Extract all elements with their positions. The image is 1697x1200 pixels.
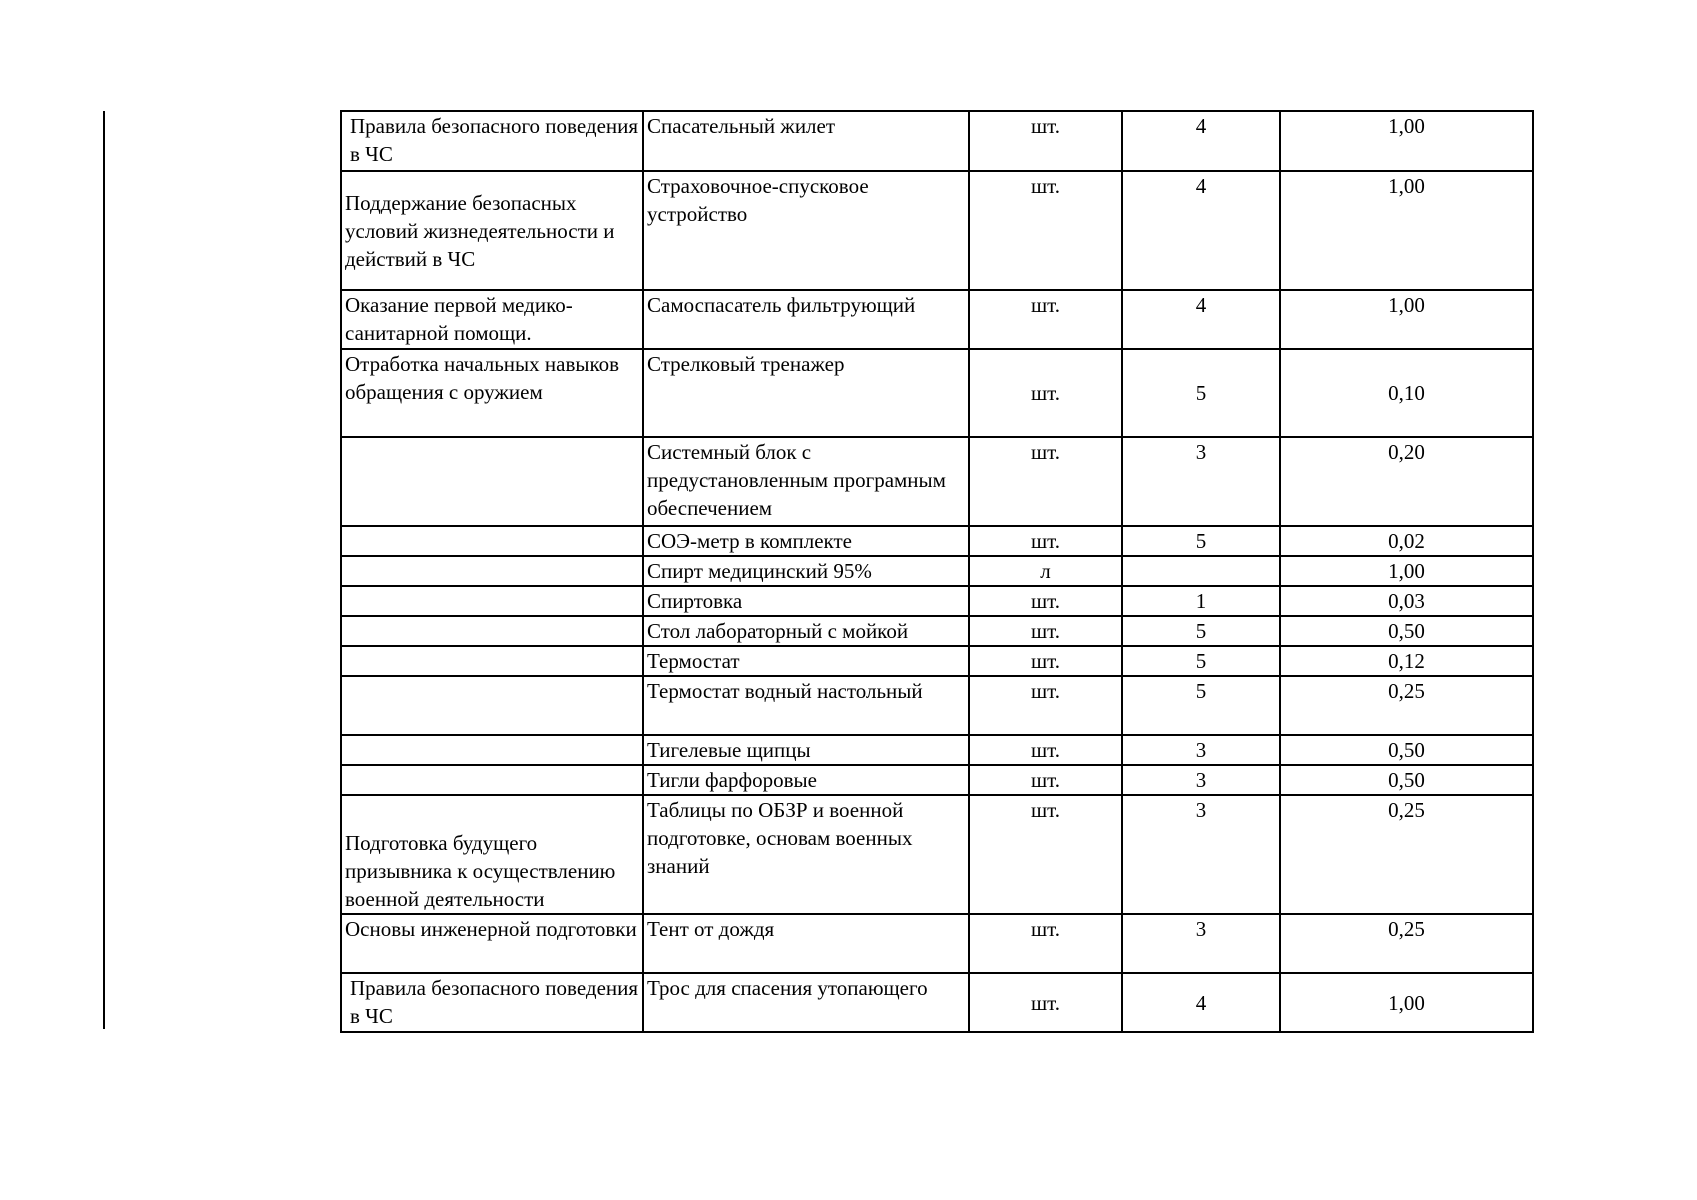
qty-cell: 3: [1122, 437, 1280, 526]
unit-cell: шт.: [969, 765, 1122, 795]
coef-cell: 1,00: [1280, 171, 1533, 290]
item-cell: Самоспасатель фильтрующий: [643, 290, 969, 349]
coef-cell: 0,12: [1280, 646, 1533, 676]
unit-cell: шт.: [969, 526, 1122, 556]
unit-cell: шт.: [969, 349, 1122, 437]
table-row: [341, 973, 1533, 1032]
qty-cell: 5: [1122, 616, 1280, 646]
qty-cell: 5: [1122, 349, 1280, 437]
qty-cell: 4: [1122, 111, 1280, 171]
unit-cell: шт.: [969, 914, 1122, 973]
item-cell: Тент от дождя: [643, 914, 969, 973]
section-cell: [341, 437, 643, 526]
item-cell: Тигелевые щипцы: [643, 735, 969, 765]
qty-cell: 3: [1122, 735, 1280, 765]
coef-cell: 0,50: [1280, 765, 1533, 795]
unit-cell: шт.: [969, 676, 1122, 735]
unit-cell: шт.: [969, 111, 1122, 171]
item-cell: Спасательный жилет: [643, 111, 969, 171]
section-cell: [341, 556, 643, 586]
section-cell: [341, 526, 643, 556]
qty-cell: 5: [1122, 526, 1280, 556]
qty-cell: 1: [1122, 586, 1280, 616]
coef-cell: 1,00: [1280, 556, 1533, 586]
qty-cell: 5: [1122, 646, 1280, 676]
coef-cell: 1,00: [1280, 290, 1533, 349]
section-cell: Поддержание безопасных условий жизнедеятельности и действий в ЧС: [341, 171, 643, 290]
item-cell: Термостат: [643, 646, 969, 676]
unit-cell: шт.: [969, 437, 1122, 526]
item-cell: Системный блок с предустановленным програмным обеспечением: [643, 437, 969, 526]
section-cell: [341, 676, 643, 735]
table-row: [341, 349, 1533, 437]
table-row: [341, 765, 1533, 795]
qty-cell: 4: [1122, 171, 1280, 290]
item-cell: Спирт медицинский 95%: [643, 556, 969, 586]
item-cell: Тигли фарфоровые: [643, 765, 969, 795]
item-cell: Трос для спасения утопающего: [643, 973, 969, 1032]
unit-cell: шт.: [969, 616, 1122, 646]
qty-cell: 4: [1122, 290, 1280, 349]
qty-cell: [1122, 556, 1280, 586]
table-row: [341, 914, 1533, 973]
section-cell: Оказание первой медико-санитарной помощи.: [341, 290, 643, 349]
unit-cell: шт.: [969, 795, 1122, 914]
table-row: [341, 437, 1533, 526]
coef-cell: 1,00: [1280, 973, 1533, 1032]
section-cell: Подготовка будущего призывника к осуществлению военной деятельности: [341, 795, 643, 914]
table-row: [341, 556, 1533, 586]
table-row: [341, 646, 1533, 676]
item-cell: Стол лабораторный с мойкой: [643, 616, 969, 646]
coef-cell: 0,25: [1280, 914, 1533, 973]
unit-cell: л: [969, 556, 1122, 586]
coef-cell: 1,00: [1280, 111, 1533, 171]
section-cell: Правила безопасного поведения в ЧС: [341, 111, 643, 171]
qty-cell: 3: [1122, 914, 1280, 973]
coef-cell: 0,10: [1280, 349, 1533, 437]
unit-cell: шт.: [969, 646, 1122, 676]
table-row: [341, 290, 1533, 349]
coef-cell: 0,50: [1280, 616, 1533, 646]
unit-cell: шт.: [969, 586, 1122, 616]
section-cell: [341, 646, 643, 676]
section-cell: Основы инженерной подготовки: [341, 914, 643, 973]
coef-cell: 0,25: [1280, 795, 1533, 914]
unit-cell: шт.: [969, 171, 1122, 290]
coef-cell: 0,25: [1280, 676, 1533, 735]
table-row: [341, 111, 1533, 171]
qty-cell: 3: [1122, 795, 1280, 914]
item-cell: Таблицы по ОБЗР и военной подготовке, основам военных знаний: [643, 795, 969, 914]
unit-cell: шт.: [969, 735, 1122, 765]
page-margin-line: [103, 111, 105, 1029]
section-cell: [341, 735, 643, 765]
section-cell: Правила безопасного поведения в ЧС: [341, 973, 643, 1032]
qty-cell: 4: [1122, 973, 1280, 1032]
section-cell: [341, 765, 643, 795]
equipment-table: [340, 110, 1534, 1033]
table-row: [341, 795, 1533, 914]
table-row: [341, 586, 1533, 616]
item-cell: Стрелковый тренажер: [643, 349, 969, 437]
item-cell: Спиртовка: [643, 586, 969, 616]
coef-cell: 0,03: [1280, 586, 1533, 616]
qty-cell: 3: [1122, 765, 1280, 795]
coef-cell: 0,02: [1280, 526, 1533, 556]
qty-cell: 5: [1122, 676, 1280, 735]
coef-cell: 0,50: [1280, 735, 1533, 765]
section-cell: [341, 586, 643, 616]
table-row: [341, 616, 1533, 646]
table-row: [341, 526, 1533, 556]
section-cell: Отработка начальных навыков обращения с оружием: [341, 349, 643, 437]
section-cell: [341, 616, 643, 646]
unit-cell: шт.: [969, 290, 1122, 349]
item-cell: Страховочное-спусковое устройство: [643, 171, 969, 290]
coef-cell: 0,20: [1280, 437, 1533, 526]
table-row: [341, 735, 1533, 765]
unit-cell: шт.: [969, 973, 1122, 1032]
item-cell: Термостат водный настольный: [643, 676, 969, 735]
item-cell: СОЭ-метр в комплекте: [643, 526, 969, 556]
table-row: [341, 171, 1533, 290]
table-row: [341, 676, 1533, 735]
